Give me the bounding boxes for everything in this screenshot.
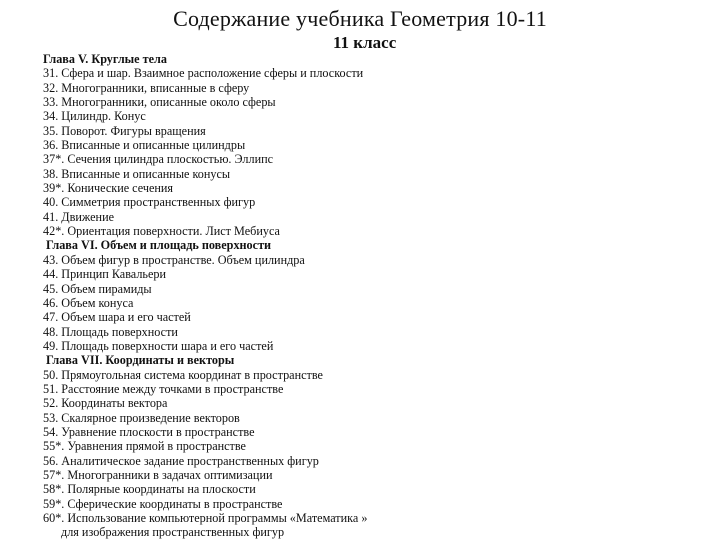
toc-item: 32. Многогранники, вписанные в сферу (43, 80, 250, 95)
chapter-heading: Глава VI. Объем и площадь поверхности (46, 238, 272, 253)
toc-item: 46. Объем конуса (43, 295, 134, 310)
toc-item: 45. Объем пирамиды (43, 281, 152, 296)
toc-item: 35. Поворот. Фигуры вращения (43, 123, 206, 138)
toc-item: 33. Многогранники, описанные около сферы (43, 95, 276, 110)
toc-item: 43. Объем фигур в пространстве. Объем цилиндра (43, 252, 305, 267)
toc-item: 34. Цилиндр. Конус (43, 109, 146, 124)
toc-item: 56. Аналитическое задание пространственных фигур (43, 453, 319, 468)
toc-item: 36. Вписанные и описанные цилиндры (43, 138, 246, 153)
grade-subtitle: 11 класс (333, 33, 397, 52)
toc-item: 49. Площадь поверхности шара и его частей (43, 338, 274, 353)
toc-item: 53. Скалярное произведение векторов (43, 410, 240, 425)
toc-item: 39*. Конические сечения (43, 181, 174, 196)
toc-item: 31. Сфера и шар. Взаимное расположение сферы и плоскости (43, 66, 364, 81)
toc-item: 59*. Сферические координаты в пространстве (43, 496, 283, 511)
toc-item: 60*. Использование компьютерной программы «Математика » (43, 511, 368, 525)
chapter-heading: Глава VII. Координаты и векторы (46, 353, 235, 368)
toc-item: 38. Вписанные и описанные конусы (43, 166, 231, 181)
toc-item: 41. Движение (43, 209, 114, 224)
toc-item: 50. Прямоугольная система координат в пространстве (43, 367, 323, 382)
toc-item: 37*. Сечения цилиндра плоскостью. Эллипс (43, 152, 274, 167)
toc-item: 52. Координаты вектора (43, 396, 168, 411)
toc-item: 48. Площадь поверхности (43, 324, 178, 339)
toc-item: 57*. Многогранники в задачах оптимизации (43, 467, 273, 482)
toc-item: 54. Уравнение плоскости в пространстве (43, 424, 255, 439)
page-title: Содержание учебника Геометрия 10-11 (173, 6, 547, 31)
toc-item: 42*. Ориентация поверхности. Лист Мебиуса (43, 224, 280, 239)
toc-item: 58*. Полярные координаты на плоскости (43, 482, 256, 497)
toc-item: 51. Расстояние между точками в пространстве (43, 381, 284, 396)
toc-item: 55*. Уравнения прямой в пространстве (43, 439, 246, 454)
toc-item-continuation: для изображения пространственных фигур (61, 525, 285, 540)
table-of-contents (43, 52, 693, 540)
chapter-heading: Глава V. Круглые тела (43, 52, 167, 66)
toc-item: 44. Принцип Кавальери (43, 267, 166, 282)
toc-item: 40. Симметрия пространственных фигур (43, 195, 256, 210)
toc-item: 47. Объем шара и его частей (43, 310, 191, 325)
